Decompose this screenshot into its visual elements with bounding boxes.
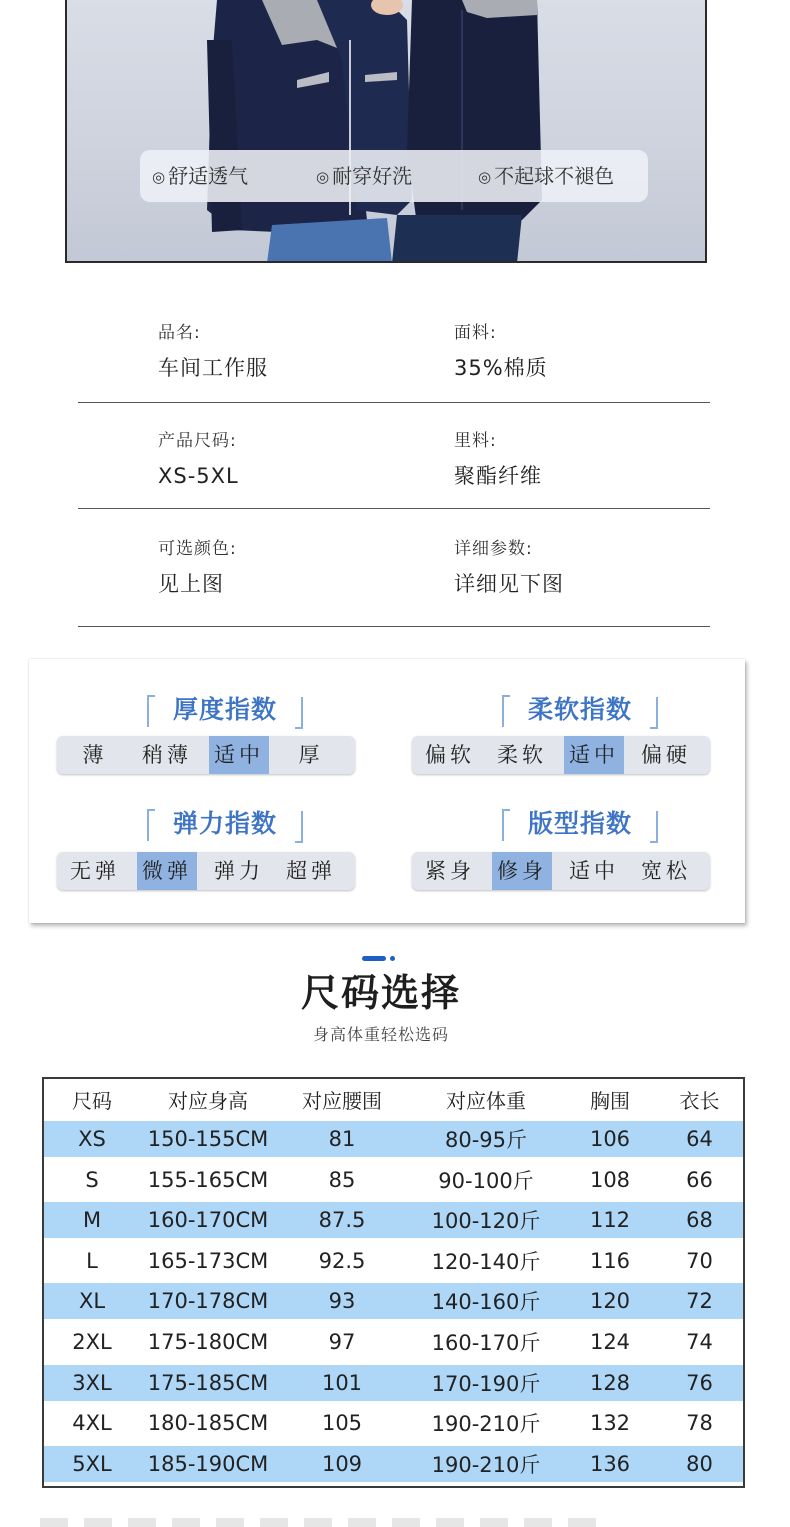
feature-breathable: ◎ 舒适透气 [152,164,249,188]
table-cell: 105 [321,1411,363,1436]
table-header-row [44,1079,743,1119]
scale-option: 紧身 [425,859,475,883]
table-cell: 101 [321,1370,363,1395]
table-cell: 70 [686,1248,713,1273]
accent-bar [362,956,386,961]
target-icon: ◎ [316,168,330,186]
table-cell: 108 [589,1167,631,1192]
scale-option: 宽松 [641,859,691,883]
target-icon: ◎ [152,168,166,186]
scale-option: 柔软 [497,743,547,767]
features-pill [140,150,648,202]
thickness-scale [57,736,355,774]
table-cell: 97 [328,1330,356,1354]
header-height: 对应身高 [168,1088,248,1113]
scale-option: 弹力 [214,859,264,883]
table-cell: 3XL [72,1370,112,1395]
scale-option-selected: 适中 [209,736,269,774]
table-cell: 140-160斤 [431,1290,541,1315]
scale-option: 偏硬 [641,743,691,767]
header-waist: 对应腰围 [302,1088,382,1113]
table-cell: 64 [686,1127,713,1151]
scale-option-selected: 修身 [492,852,552,890]
scale-option: 无弹 [70,859,120,883]
table-cell: 106 [589,1127,631,1151]
product-photo [65,0,707,263]
table-cell: 120-140斤 [431,1249,541,1274]
table-cell: 74 [686,1330,713,1354]
fit-index-title: 版型指数 [510,807,650,841]
table-row [44,1446,743,1482]
softness-scale [412,736,710,774]
table-cell: 100-120斤 [431,1209,541,1234]
header-weight: 对应体重 [446,1088,526,1113]
table-cell: 93 [328,1289,356,1314]
table-cell: 160-170斤 [431,1331,541,1355]
table-cell: 175-185CM [147,1370,269,1395]
spec-details: 详细参数: 详细见下图 [454,539,564,596]
table-cell: 116 [589,1248,631,1273]
header-size: 尺码 [72,1088,112,1113]
table-cell: M [82,1208,102,1233]
table-cell: 5XL [72,1451,112,1476]
size-table [42,1077,745,1488]
elasticity-scale [57,852,355,890]
table-cell: 136 [589,1451,631,1476]
table-cell: 109 [321,1451,363,1476]
fabric-index-panel [29,659,745,923]
table-row [44,1324,743,1360]
scale-option: 适中 [569,859,619,883]
table-cell: 4XL [72,1411,112,1436]
table-row [44,1283,743,1319]
target-icon: ◎ [478,168,492,186]
table-cell: 132 [589,1411,631,1436]
table-cell: 175-180CM [147,1330,269,1354]
table-cell: 170-190斤 [431,1371,541,1396]
table-row [44,1405,743,1441]
table-row [44,1365,743,1401]
scale-option: 超弹 [286,859,336,883]
table-cell: 150-155CM [147,1127,269,1151]
size-section-subtitle: 身高体重轻松选码 [312,1025,449,1044]
table-cell: 190-210斤 [431,1452,541,1477]
scale-option-selected: 适中 [564,736,624,774]
table-cell: 66 [686,1167,713,1192]
table-row [44,1202,743,1238]
size-section-title: 尺码选择 [300,971,461,1015]
scale-option: 薄 [82,743,108,767]
feature-no-pilling: ◎ 不起球不褪色 [478,164,615,188]
table-cell: L [86,1248,98,1273]
divider [78,508,710,509]
table-cell: 124 [589,1330,631,1354]
table-cell: 128 [589,1370,631,1395]
header-chest: 胸围 [590,1088,630,1113]
table-cell: 80 [686,1451,713,1476]
table-cell: 190-210斤 [431,1412,541,1437]
table-cell: 81 [328,1127,356,1151]
table-cell: S [85,1167,99,1192]
scale-option: 稍薄 [142,743,192,767]
feature-durable: ◎ 耐穿好洗 [316,164,413,188]
divider [78,402,710,403]
table-cell: 155-165CM [147,1167,269,1192]
models-illustration [67,0,707,263]
elasticity-index-title: 弹力指数 [155,807,295,841]
header-length: 衣长 [679,1088,720,1113]
table-cell: 87.5 [318,1208,366,1233]
table-cell: 90-100斤 [438,1168,534,1193]
table-cell: 76 [686,1370,713,1395]
table-row [44,1243,743,1279]
table-cell: 80-95斤 [444,1128,528,1152]
table-cell: 180-185CM [147,1411,269,1436]
table-cell: 78 [686,1411,713,1436]
scale-option: 偏软 [425,743,475,767]
table-row [44,1162,743,1198]
spec-fabric: 面料: 35%棉质 [454,323,548,380]
table-cell: 72 [686,1289,713,1314]
fit-scale [412,852,710,890]
table-cell: XL [78,1289,106,1314]
spec-size-range: 产品尺码: XS-5XL [158,431,239,488]
spec-name: 品名: 车间工作服 [158,323,268,380]
table-cell: 92.5 [318,1248,366,1273]
thickness-index-title: 厚度指数 [155,693,295,727]
softness-index-title: 柔软指数 [510,693,650,727]
table-cell: 165-173CM [147,1248,269,1273]
scale-option-selected: 微弹 [137,852,197,890]
next-section-hint [40,1518,600,1527]
accent-dot [390,956,395,961]
spec-colors: 可选颜色: 见上图 [158,539,237,596]
divider [78,626,710,627]
table-cell: 68 [686,1208,713,1233]
spec-lining: 里料: 聚酯纤维 [454,431,542,488]
table-cell: 120 [589,1289,631,1314]
table-cell: 185-190CM [147,1451,269,1476]
scale-option: 厚 [298,743,324,767]
table-cell: 85 [328,1167,356,1192]
table-cell: 170-178CM [147,1289,269,1314]
table-row [44,1121,743,1157]
table-cell: XS [78,1127,106,1151]
table-cell: 160-170CM [147,1208,269,1233]
table-cell: 2XL [72,1330,112,1354]
table-cell: 112 [589,1208,631,1233]
